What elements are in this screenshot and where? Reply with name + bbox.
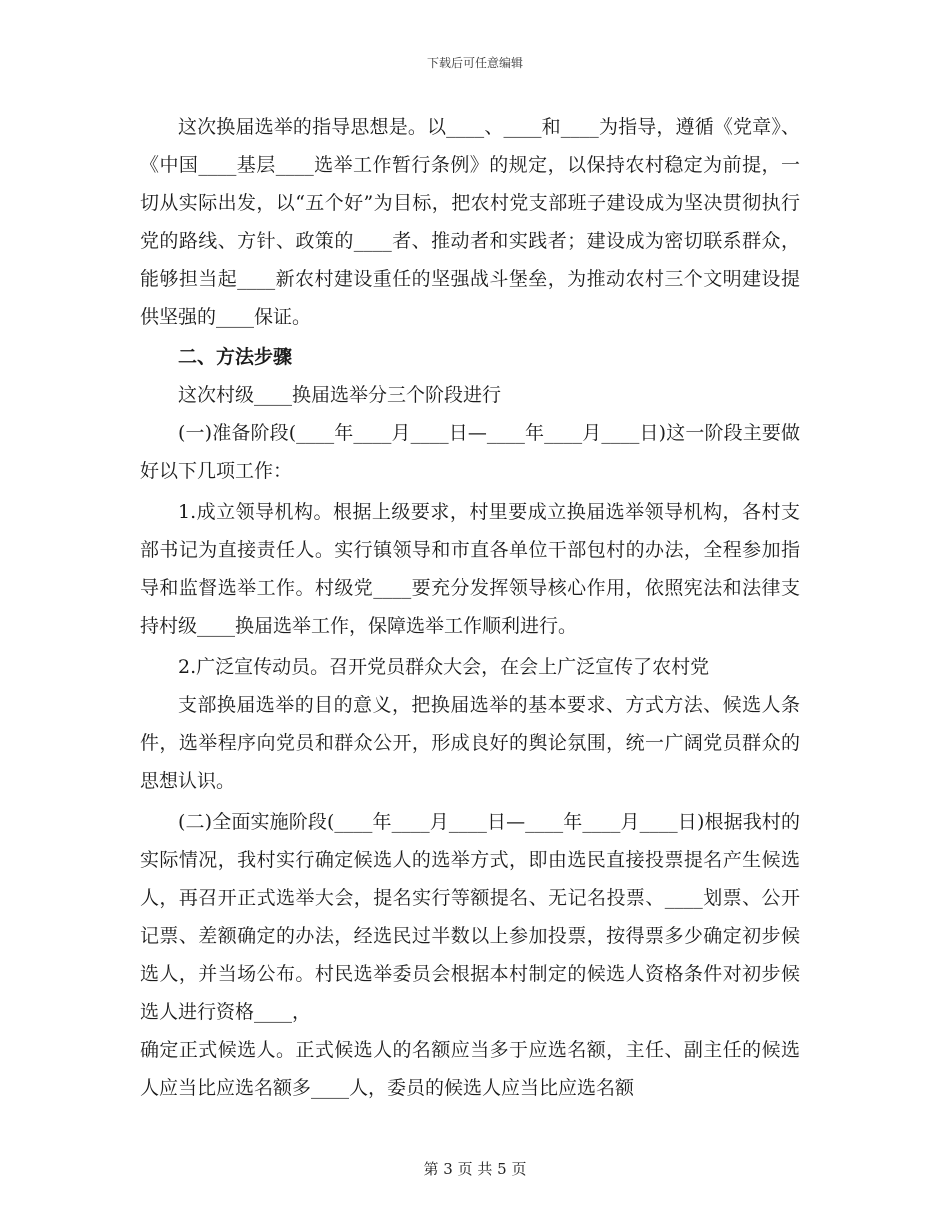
page-header: 下载后可任意编辑 <box>426 56 523 70</box>
paragraph-implementation-stage: (二)全面实施阶段(____年____月____日—____年____月____日)根据我村的实际情况，我村实行确定候选人的选举方式，即由选民直接投票提名产生候选人，再召开正式选举大会，提名实行等额提名、无记名投票、____划票、公开记票、差额确定的办法，经选民过半数以上参加投票，按得票多少确定初步候选人，并当场公布。村民选举委员会根据本村制定的候选人资格条件对初步候选人进行资格____， <box>140 811 800 1023</box>
paragraph-leadership-body: 1.成立领导机构。根据上级要求，村里要成立换届选举领导机构，各村支部书记为直接责任人。实行镇领导和市直各单位干部包村的办法，全程参加指导和监督选举工作。村级党____要充分发挥领导核心作用，依照宪法和法律支持村级____换届选举工作，保障选举工作顺利进行。 <box>140 501 800 637</box>
paragraph-preparation-stage: (一)准备阶段(____年____月____日—____年____月____日)这一阶段主要做好以下几项工作： <box>140 422 800 482</box>
document-body <box>140 108 800 1107</box>
paragraph-candidates: 确定正式候选人。正式候选人的名额应当多于应选名额，主任、副主任的候选人应当比应选名额多____人，委员的候选人应当比应选名额 <box>140 1039 800 1099</box>
page-number: 第 3 页 共 5 页 <box>423 1160 527 1178</box>
paragraph-guiding-thought: 这次换届选举的指导思想是。以____、____和____为指导，遵循《党章》、《中国____基层____选举工作暂行条例》的规定，以保持农村稳定为前提，一切从实际出发，以“五个好”为目标，把农村党支部班子建设成为坚决贯彻执行党的路线、方针、政策的____者、推动者和实践者；建设成为密切联系群众，能够担当起____新农村建设重任的坚强战斗堡垒，为推动农村三个文明建设提供坚强的____保证。 <box>140 116 800 328</box>
paragraph-publicity-body: 支部换届选举的目的意义，把换届选举的基本要求、方式方法、候选人条件，选举程序向党员和群众公开，形成良好的舆论氛围，统一广阔党员群众的思想认识。 <box>140 694 800 792</box>
paragraph-three-stages: 这次村级____换届选举分三个阶段进行 <box>178 384 502 406</box>
section-heading-methods: 二、方法步骤 <box>178 346 293 368</box>
paragraph-publicity-intro: 2.广泛宣传动员。召开党员群众大会，在会上广泛宣传了农村党 <box>178 656 710 678</box>
